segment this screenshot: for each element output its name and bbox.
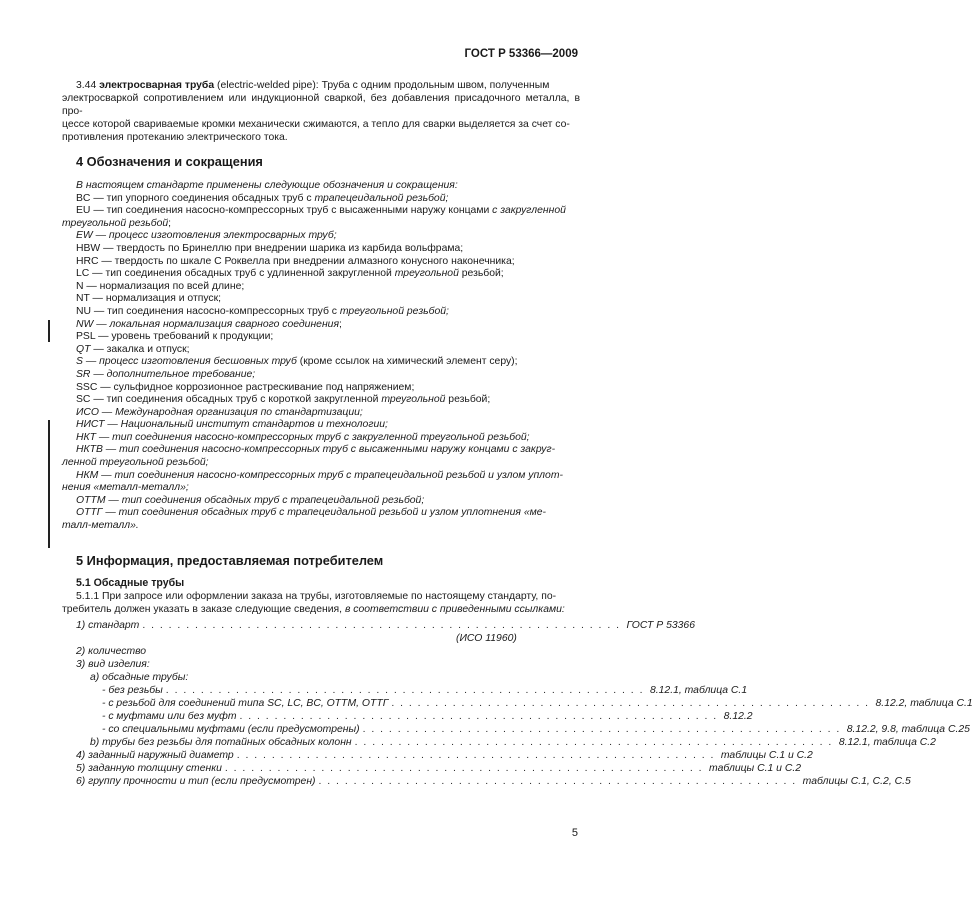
- requirement-item: [62, 619, 695, 632]
- section-4-heading: 4 Обозначения и сокращения: [76, 154, 263, 169]
- abbr-nw: NW — локальная нормализация сварного соединения;: [76, 318, 342, 330]
- requirement-reference: 8.12.1, таблица С.1: [649, 684, 748, 696]
- requirement-item: [62, 723, 970, 736]
- definition-line: цессе которой свариваемые кромки механически сжимаются, а тепло для сварки выделяется за счет со-: [62, 119, 570, 130]
- abbr-hbw: HBW — твердость по Бринеллю при внедрении шарика из карбида вольфрама;: [76, 242, 464, 254]
- definition-3-44: [62, 79, 580, 144]
- definition-line: электросваркой сопротивлением или индукционной сваркой, без добавления присадочного металла, в про-: [62, 93, 580, 117]
- abbr-sr: SR — дополнительное требование;: [76, 368, 256, 380]
- requirement-reference-sub: (ИСО 11960): [456, 632, 517, 644]
- dot-leader: . . . . . . . . . . . . . . . . . . . . . . . . . . . . . . . . . . . . . . . . . . . . . . . . . . . . . . .: [142, 619, 621, 631]
- abbr-ottm: ОТТМ — тип соединения обсадных труб с трапецеидальной резьбой;: [76, 494, 425, 506]
- requirement-reference: таблицы С.1 и С.2: [720, 749, 813, 761]
- requirement-item: [62, 645, 580, 658]
- revision-bar: [48, 320, 50, 342]
- requirement-item: [62, 762, 801, 775]
- abbr-psl: PSL — уровень требований к продукции;: [76, 331, 274, 343]
- term-english: (electric-welded pipe):: [217, 80, 319, 91]
- dot-leader: . . . . . . . . . . . . . . . . . . . . . . . . . . . . . . . . . . . . . . . . . . . . . . . . . . . . . . .: [239, 710, 718, 722]
- requirement-item: [62, 775, 911, 788]
- abbr-nkm: НКМ — тип соединения насосно-компрессорных труб с трапецеидальной резьбой и узлом уплот-: [76, 469, 563, 481]
- requirement-text: - со специальными муфтами (если предусмотрены): [102, 723, 360, 735]
- dot-leader: . . . . . . . . . . . . . . . . . . . . . . . . . . . . . . . . . . . . . . . . . . . . . . . . . . . . . . .: [236, 749, 715, 761]
- abbr-ew: EW — процесс изготовления электросварных труб;: [76, 230, 337, 242]
- dot-leader: . . . . . . . . . . . . . . . . . . . . . . . . . . . . . . . . . . . . . . . . . . . . . . . . . . . . . . .: [354, 736, 833, 748]
- definition-text: Труба с одним продольным швом, полученным: [321, 80, 550, 91]
- abbr-nkt: НКТ — тип соединения насосно-компрессорных труб с закругленной треугольной резьбой;: [76, 431, 530, 443]
- definition-line: противления протеканию электрического тока.: [62, 132, 288, 143]
- requirement-item: [62, 749, 813, 762]
- requirement-item: [62, 697, 973, 710]
- abbr-hrc: HRC — твердость по шкале С Роквелла при внедрении алмазного конусного наконечника;: [76, 255, 515, 267]
- requirement-text: - с резьбой для соединений типа SC, LC, BC, ОТТМ, ОТТГ: [102, 697, 389, 709]
- requirement-text: 6) группу прочности и тип (если предусмотрен): [76, 775, 316, 787]
- abbr-bc: BC — тип упорного соединения обсадных труб с трапецеидальной резьбой;: [76, 192, 449, 204]
- abbr-qt: QT — закалка и отпуск;: [76, 343, 190, 355]
- requirement-text: 3) вид изделия:: [76, 658, 150, 670]
- abbr-nt: NT — нормализация и отпуск;: [76, 293, 222, 305]
- requirement-reference: 8.12.2: [723, 710, 753, 722]
- dot-leader: . . . . . . . . . . . . . . . . . . . . . . . . . . . . . . . . . . . . . . . . . . . . . . . . . . . . . . .: [165, 684, 644, 696]
- order-requirements-list: [62, 619, 973, 788]
- section-5-heading: 5 Информация, предоставляемая потребителем: [76, 552, 384, 568]
- abbr-nist: НИСТ — Национальный институт стандартов и технологии;: [76, 419, 388, 431]
- requirement-reference: ГОСТ Р 53366: [626, 619, 695, 631]
- requirement-item: [62, 658, 580, 671]
- requirement-text: а) обсадные трубы:: [90, 671, 189, 683]
- subsection-5-1-heading: 5.1 Обсадные трубы: [76, 576, 185, 589]
- abbreviations-list: [62, 180, 580, 533]
- requirement-text: - с муфтами или без муфт: [102, 710, 237, 722]
- document-id-header: ГОСТ Р 53366—2009: [464, 48, 578, 60]
- abbr-nu: NU — тип соединения насосно-компрессорных труб с треугольной резьбой;: [76, 305, 449, 317]
- requirement-text: b) трубы без резьбы для потайных обсадных колонн: [90, 736, 352, 748]
- abbr-iso: ИСО — Международная организация по стандартизации;: [76, 406, 363, 418]
- requirement-item: [62, 684, 748, 697]
- revision-bar: [48, 420, 50, 548]
- clause-number: 3.44: [76, 80, 97, 91]
- dot-leader: . . . . . . . . . . . . . . . . . . . . . . . . . . . . . . . . . . . . . . . . . . . . . . . . . . . . . . .: [391, 697, 870, 709]
- abbr-ottg-cont: талл-металл».: [62, 520, 139, 532]
- abbr-sc: SC — тип соединения обсадных труб с короткой закругленной треугольной резьбой;: [76, 394, 491, 406]
- page-content: [62, 79, 973, 788]
- dot-leader: . . . . . . . . . . . . . . . . . . . . . . . . . . . . . . . . . . . . . . . . . . . . . . . . . . . . . . .: [318, 775, 797, 787]
- abbr-nktv-cont: ленной треугольной резьбой;: [62, 457, 209, 469]
- requirement-reference: таблицы С.1, С.2, С.5: [802, 775, 911, 787]
- abbr-eu-cont: треугольной резьбой;: [62, 217, 172, 229]
- abbr-n: N — нормализация по всей длине;: [76, 280, 245, 292]
- requirement-reference: 8.12.2, 9.8, таблица С.25: [846, 723, 970, 735]
- clause-5-1-1-line: требитель должен указать в заказе следующие сведения, в соответствии с приведенными ссылками:: [62, 603, 565, 615]
- dot-leader: . . . . . . . . . . . . . . . . . . . . . . . . . . . . . . . . . . . . . . . . . . . . . . . . . . . . . . .: [362, 723, 841, 735]
- abbreviations-intro: В настоящем стандарте применены следующие обозначения и сокращения:: [76, 180, 458, 191]
- requirement-text: 5) заданную толщину стенки: [76, 762, 222, 774]
- requirement-item: [62, 671, 580, 684]
- requirement-reference: таблицы С.1 и С.2: [709, 762, 801, 774]
- requirement-item: [62, 736, 936, 749]
- abbr-lc: LC — тип соединения обсадных труб с удлиненной закругленной треугольной резьбой;: [76, 268, 504, 280]
- requirement-text: - без резьбы: [102, 684, 163, 696]
- abbr-nkm-cont: нения «металл-металл»;: [62, 482, 189, 494]
- dot-leader: . . . . . . . . . . . . . . . . . . . . . . . . . . . . . . . . . . . . . . . . . . . . . . . . . . . . . . .: [224, 762, 704, 774]
- requirement-text: 1) стандарт: [76, 619, 140, 631]
- abbr-nktv: НКТВ — тип соединения насосно-компрессорных труб с высаженными наружу концами с закруг-: [76, 444, 556, 456]
- abbr-ottg: ОТТГ — тип соединения обсадных труб с трапецеидальной резьбой и узлом уплотнения «ме-: [76, 507, 546, 519]
- requirement-reference: 8.12.2, таблица С.1: [875, 697, 973, 709]
- requirement-text: 2) количество: [76, 645, 147, 657]
- term: электросварная труба: [99, 80, 215, 91]
- clause-5-1-1-line: 5.1.1 При запросе или оформлении заказа на трубы, изготовляемые по настоящему стандарту, по-: [76, 590, 557, 602]
- abbr-ssc: SSC — сульфидное коррозионное растрескивание под напряжением;: [76, 381, 415, 393]
- abbr-eu: EU — тип соединения насосно-компрессорных труб с высаженными наружу концами с закругленной: [76, 205, 566, 217]
- requirement-item: [62, 710, 753, 723]
- requirement-reference: 8.12.1, таблица С.2: [838, 736, 936, 748]
- requirement-text: 4) заданный наружный диаметр: [76, 749, 234, 761]
- abbr-s: S — процесс изготовления бесшовных труб (кроме ссылок на химический элемент серу);: [76, 356, 518, 368]
- page-number: 5: [571, 827, 578, 839]
